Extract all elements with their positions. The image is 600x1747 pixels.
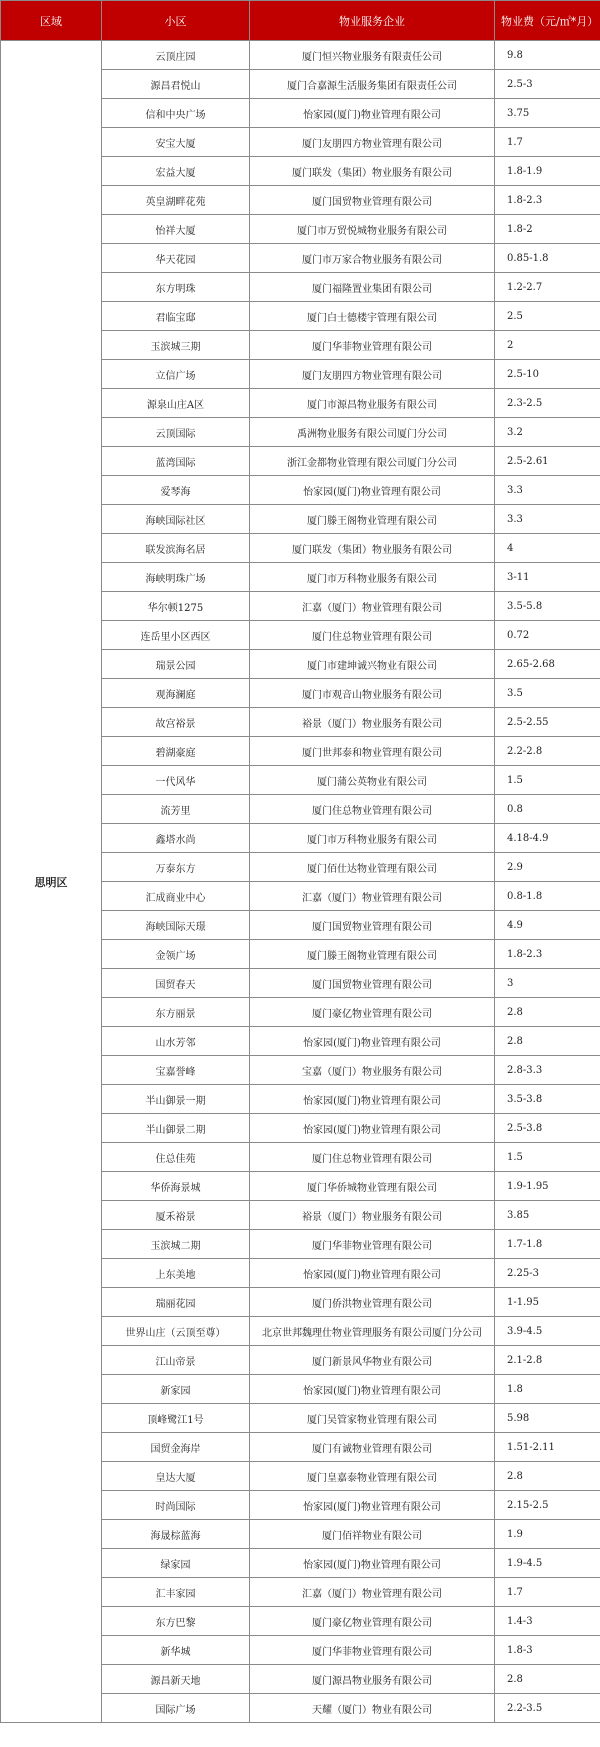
company-cell: 厦门友朋四方物业管理有限公司 [250,360,495,389]
community-cell: 君临宝邸 [102,302,250,331]
fee-cell: 1-1.95 [495,1288,600,1317]
community-cell: 国贸春天 [102,969,250,998]
fee-cell: 2.5-3 [495,70,600,99]
fee-cell: 1.7 [495,128,600,157]
community-cell: 山水芳邻 [102,1027,250,1056]
fee-cell: 1.5 [495,1143,600,1172]
community-cell: 顶峰鹭江1号 [102,1404,250,1433]
company-cell: 厦门侨洪物业管理有限公司 [250,1288,495,1317]
fee-cell: 2.3-2.5 [495,389,600,418]
company-cell: 北京世邦魏理仕物业管理服务有限公司厦门分公司 [250,1317,495,1346]
community-cell: 海峡明珠广场 [102,563,250,592]
company-cell: 厦门市万家合物业服务有限公司 [250,244,495,273]
district-cell: 思明区 [1,41,102,1723]
fee-cell: 2.1-2.8 [495,1346,600,1375]
company-cell: 天耀（厦门）物业有限公司 [250,1694,495,1723]
community-cell: 世界山庄（云顶至尊） [102,1317,250,1346]
company-cell: 裕景（厦门）物业服务有限公司 [250,708,495,737]
community-cell: 上东美地 [102,1259,250,1288]
company-cell: 厦门友朋四方物业管理有限公司 [250,128,495,157]
community-cell: 半山御景一期 [102,1085,250,1114]
fee-cell: 2.25-3 [495,1259,600,1288]
column-header-fee: 物业费（元/㎡*月） [495,1,600,41]
fee-cell: 5.98 [495,1404,600,1433]
fee-cell: 3-11 [495,563,600,592]
table-header-row [1,1,600,41]
company-cell: 厦门豪亿物业管理有限公司 [250,998,495,1027]
fee-cell: 1.51-2.11 [495,1433,600,1462]
fee-cell: 4.18-4.9 [495,824,600,853]
company-cell: 厦门国贸物业管理有限公司 [250,969,495,998]
column-header-company: 物业服务企业 [250,1,495,41]
fee-cell: 4.9 [495,911,600,940]
fee-cell: 1.8-1.9 [495,157,600,186]
community-cell: 云顶庄园 [102,41,250,70]
community-cell: 新华城 [102,1636,250,1665]
company-cell: 怡家园(厦门)物业管理有限公司 [250,1114,495,1143]
company-cell: 厦门有诚物业管理有限公司 [250,1433,495,1462]
community-cell: 新家园 [102,1375,250,1404]
company-cell: 厦门华菲物业管理有限公司 [250,1636,495,1665]
company-cell: 厦门国贸物业管理有限公司 [250,911,495,940]
community-cell: 东方明珠 [102,273,250,302]
fee-cell: 1.9-4.5 [495,1549,600,1578]
fee-cell: 2.5-3.8 [495,1114,600,1143]
table-body [1,41,600,1723]
company-cell: 怡家园(厦门)物业管理有限公司 [250,99,495,128]
fee-cell: 3.85 [495,1201,600,1230]
community-cell: 怡祥大厦 [102,215,250,244]
community-cell: 厦禾裕景 [102,1201,250,1230]
community-cell: 安宝大厦 [102,128,250,157]
community-cell: 一代风华 [102,766,250,795]
company-cell: 厦门市观音山物业服务有限公司 [250,679,495,708]
community-cell: 源昌新天地 [102,1665,250,1694]
fee-cell: 1.7-1.8 [495,1230,600,1259]
community-cell: 华天花园 [102,244,250,273]
community-cell: 宏益大厦 [102,157,250,186]
community-cell: 海峡国际社区 [102,505,250,534]
fee-cell: 3.2 [495,418,600,447]
community-cell: 时尚国际 [102,1491,250,1520]
community-cell: 流芳里 [102,795,250,824]
fee-cell: 2.8 [495,998,600,1027]
community-cell: 玉滨城三期 [102,331,250,360]
fee-cell: 2.5 [495,302,600,331]
community-cell: 玉滨城二期 [102,1230,250,1259]
company-cell: 裕景（厦门）物业服务有限公司 [250,1201,495,1230]
company-cell: 厦门华侨城物业管理有限公司 [250,1172,495,1201]
company-cell: 厦门华菲物业管理有限公司 [250,1230,495,1259]
community-cell: 英皇湖畔花苑 [102,186,250,215]
community-cell: 连岳里小区西区 [102,621,250,650]
fee-cell: 1.5 [495,766,600,795]
company-cell: 怡家园(厦门)物业管理有限公司 [250,1549,495,1578]
company-cell: 厦门联发（集团）物业服务有限公司 [250,157,495,186]
community-cell: 观海澜庭 [102,679,250,708]
company-cell: 厦门佰祥物业有限公司 [250,1520,495,1549]
fee-cell: 1.8-2.3 [495,940,600,969]
company-cell: 厦门合嘉源生活服务集团有限责任公司 [250,70,495,99]
community-cell: 蓝湾国际 [102,447,250,476]
company-cell: 怡家园(厦门)物业管理有限公司 [250,476,495,505]
fee-cell: 4 [495,534,600,563]
community-cell: 华尔顿1275 [102,592,250,621]
community-cell: 立信广场 [102,360,250,389]
fee-cell: 2 [495,331,600,360]
fee-cell: 0.8 [495,795,600,824]
community-cell: 云顶国际 [102,418,250,447]
fee-cell: 3.9-4.5 [495,1317,600,1346]
community-cell: 江山帝景 [102,1346,250,1375]
community-cell: 皇达大厦 [102,1462,250,1491]
company-cell: 怡家园(厦门)物业管理有限公司 [250,1259,495,1288]
table-row [1,41,600,70]
fee-cell: 2.8-3.3 [495,1056,600,1085]
fee-cell: 3.5-5.8 [495,592,600,621]
company-cell: 厦门住总物业管理有限公司 [250,795,495,824]
company-cell: 厦门佰仕达物业管理有限公司 [250,853,495,882]
company-cell: 厦门联发（集团）物业服务有限公司 [250,534,495,563]
company-cell: 厦门市万科物业服务有限公司 [250,563,495,592]
company-cell: 厦门市源昌物业服务有限公司 [250,389,495,418]
fee-cell: 9.8 [495,41,600,70]
company-cell: 怡家园(厦门)物业管理有限公司 [250,1085,495,1114]
community-cell: 爱琴海 [102,476,250,505]
company-cell: 宝嘉（厦门）物业服务有限公司 [250,1056,495,1085]
fee-cell: 1.8 [495,1375,600,1404]
community-cell: 瑞景公园 [102,650,250,679]
community-cell: 国际广场 [102,1694,250,1723]
community-cell: 源昌君悦山 [102,70,250,99]
company-cell: 厦门新景风华物业有限公司 [250,1346,495,1375]
community-cell: 金领广场 [102,940,250,969]
fee-cell: 2.2-3.5 [495,1694,600,1723]
fee-cell: 1.8-3 [495,1636,600,1665]
fee-cell: 1.2-2.7 [495,273,600,302]
fee-cell: 2.8 [495,1462,600,1491]
fee-cell: 1.8-2.3 [495,186,600,215]
fee-cell: 2.5-2.61 [495,447,600,476]
community-cell: 万泰东方 [102,853,250,882]
fee-cell: 3.75 [495,99,600,128]
community-cell: 瑞丽花园 [102,1288,250,1317]
fee-cell: 3.3 [495,476,600,505]
company-cell: 厦门住总物业管理有限公司 [250,1143,495,1172]
fee-cell: 1.9 [495,1520,600,1549]
fee-cell: 2.5-2.55 [495,708,600,737]
fee-cell: 0.72 [495,621,600,650]
fee-cell: 0.8-1.8 [495,882,600,911]
fee-cell: 2.2-2.8 [495,737,600,766]
company-cell: 怡家园(厦门)物业管理有限公司 [250,1027,495,1056]
community-cell: 宝嘉誉峰 [102,1056,250,1085]
community-cell: 碧湖豪庭 [102,737,250,766]
company-cell: 汇嘉（厦门）物业管理有限公司 [250,592,495,621]
company-cell: 厦门福隆置业集团有限公司 [250,273,495,302]
community-cell: 海峡国际天璟 [102,911,250,940]
fee-cell: 2.8 [495,1665,600,1694]
company-cell: 厦门豪亿物业管理有限公司 [250,1607,495,1636]
company-cell: 厦门滕王阁物业管理有限公司 [250,505,495,534]
community-cell: 鑫塔水尚 [102,824,250,853]
company-cell: 浙江金都物业管理有限公司厦门分公司 [250,447,495,476]
fee-cell: 3.5 [495,679,600,708]
company-cell: 厦门恒兴物业服务有限责任公司 [250,41,495,70]
company-cell: 汇嘉（厦门）物业管理有限公司 [250,882,495,911]
fee-cell: 3 [495,969,600,998]
community-cell: 源泉山庄A区 [102,389,250,418]
company-cell: 厦门市建坤诚兴物业有限公司 [250,650,495,679]
fee-cell: 2.5-10 [495,360,600,389]
company-cell: 厦门白士德楼宇管理有限公司 [250,302,495,331]
column-header-community: 小区 [102,1,250,41]
company-cell: 厦门源昌物业服务有限公司 [250,1665,495,1694]
company-cell: 厦门滕王阁物业管理有限公司 [250,940,495,969]
community-cell: 住总佳苑 [102,1143,250,1172]
fee-cell: 1.8-2 [495,215,600,244]
community-cell: 华侨海景城 [102,1172,250,1201]
community-cell: 东方丽景 [102,998,250,1027]
company-cell: 厦门住总物业管理有限公司 [250,621,495,650]
fee-cell: 1.7 [495,1578,600,1607]
community-cell: 半山御景二期 [102,1114,250,1143]
company-cell: 厦门市万科物业服务有限公司 [250,824,495,853]
community-cell: 联发滨海名居 [102,534,250,563]
column-header-district: 区域 [1,1,102,41]
company-cell: 厦门蒲公英物业有限公司 [250,766,495,795]
company-cell: 厦门国贸物业管理有限公司 [250,186,495,215]
company-cell: 厦门世邦泰和物业管理有限公司 [250,737,495,766]
company-cell: 怡家园(厦门)物业管理有限公司 [250,1491,495,1520]
community-cell: 国贸金海岸 [102,1433,250,1462]
community-cell: 海晟棕蓝海 [102,1520,250,1549]
community-cell: 故宫裕景 [102,708,250,737]
fee-cell: 1.9-1.95 [495,1172,600,1201]
fee-cell: 0.85-1.8 [495,244,600,273]
company-cell: 汇嘉（厦门）物业管理有限公司 [250,1578,495,1607]
company-cell: 厦门市万贸悦城物业服务有限公司 [250,215,495,244]
community-cell: 汇丰家园 [102,1578,250,1607]
fee-cell: 2.9 [495,853,600,882]
fee-cell: 2.65-2.68 [495,650,600,679]
company-cell: 厦门皇嘉泰物业管理有限公司 [250,1462,495,1491]
community-cell: 信和中央广场 [102,99,250,128]
fee-cell: 2.8 [495,1027,600,1056]
company-cell: 厦门华菲物业管理有限公司 [250,331,495,360]
community-cell: 绿家园 [102,1549,250,1578]
community-cell: 东方巴黎 [102,1607,250,1636]
fee-cell: 1.4-3 [495,1607,600,1636]
community-cell: 汇成商业中心 [102,882,250,911]
company-cell: 厦门吴管家物业管理有限公司 [250,1404,495,1433]
fee-cell: 3.5-3.8 [495,1085,600,1114]
company-cell: 禹洲物业服务有限公司厦门分公司 [250,418,495,447]
company-cell: 怡家园(厦门)物业管理有限公司 [250,1375,495,1404]
fee-cell: 3.3 [495,505,600,534]
fee-cell: 2.15-2.5 [495,1491,600,1520]
